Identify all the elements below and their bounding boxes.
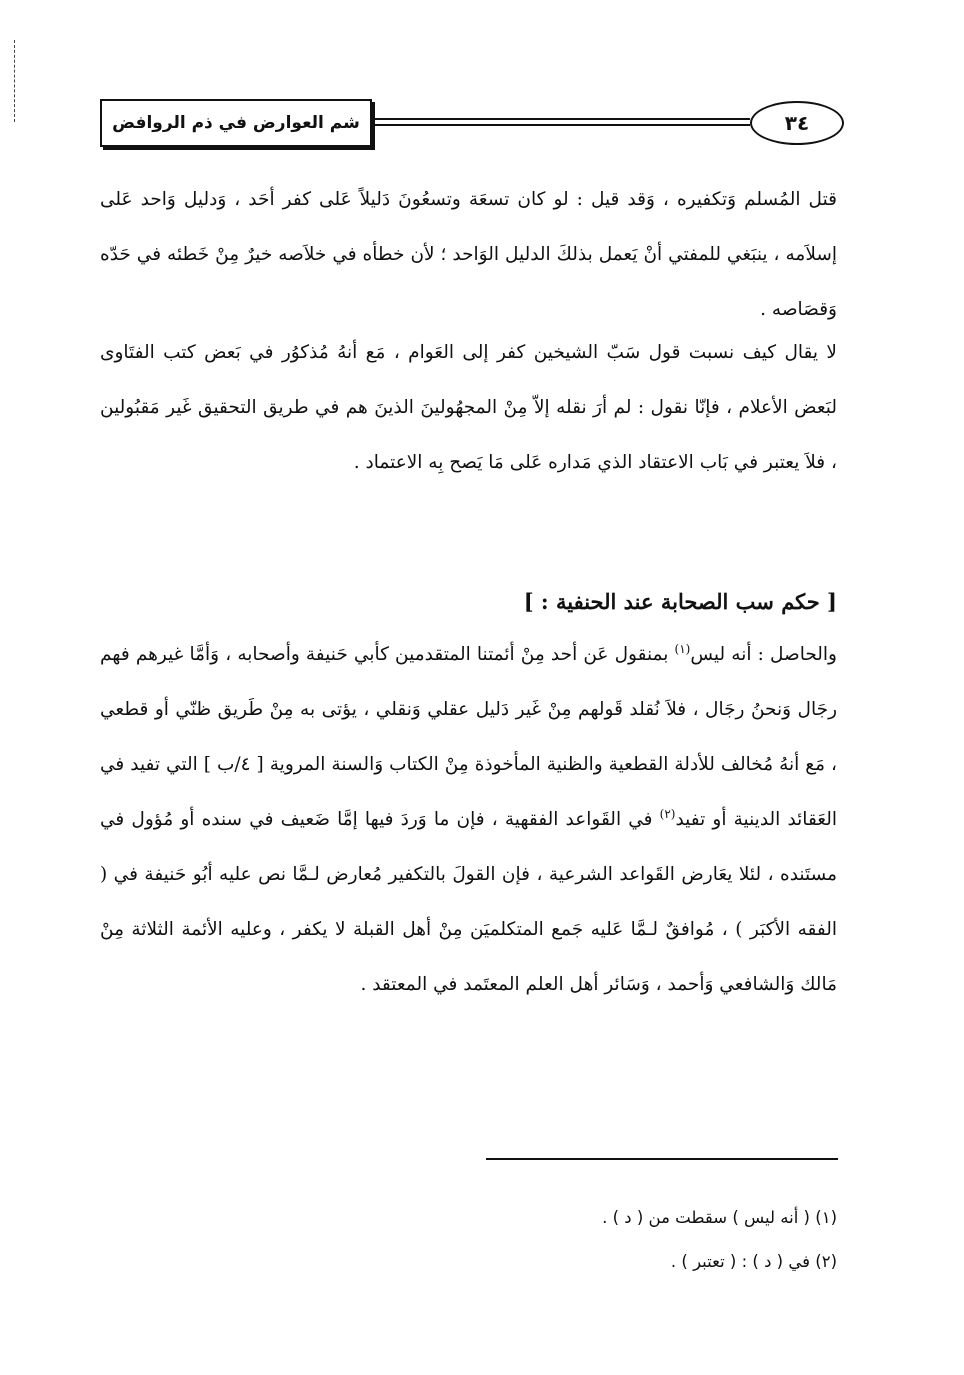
paragraph-3 <box>100 627 837 1012</box>
footnote-separator <box>486 1158 838 1160</box>
footnote-ref-2: (٢) <box>659 806 676 821</box>
paragraph-2 <box>100 325 837 490</box>
running-title: شم العوارض في ذم الروافض <box>112 113 360 133</box>
page-number: ٣٤ <box>784 111 810 135</box>
section-heading: [ حكم سب الصحابة عند الحنفية : ] <box>523 589 837 614</box>
footnote-1: (١) ( أنه ليس ) سقطت من ( د ) . <box>602 1208 837 1227</box>
paragraph-1 <box>100 172 837 337</box>
running-title-box <box>100 99 372 147</box>
paragraph-1-text: قتل المُسلم وَتكفيره ، وَقد قيل : لو كان تسعَة وتسعُونَ دَليلاً عَلى كفر أحَد ، وَدليل وَاحد عَلى إسلاَمه ، ينبَغي للمفتي أنْ يَعمل بذلكَ الدليل الوَاحد ؛ لأن خطأه في خلاَصه خيرٌ مِنْ خَطئه في حَدّه وَقصَاصه . <box>100 189 837 320</box>
footnote-2: (٢) في ( د ) : ( تعتبر ) . <box>670 1252 837 1271</box>
paragraph-3-part-1: والحاصل : أنه ليس <box>690 644 837 665</box>
footnotes <box>400 1196 837 1284</box>
paragraph-3-part-3: في القَواعد الفقهية ، فإن ما وَردَ فيها إمَّا ضَعيف في سنده أو مُؤول في مستَنده ، لئلا يعَارض القَواعد الشرعية ، فإن القولَ بالتكفير مُعارض لـمَّا نص عليه أبُو حَنيفة في ( الفقه الأكبَر ) ، مُوافقٌ لـمَّا عَليه جَمع المتكلميَن مِنْ أهل القبلة لا يكفر ، وعليه الأئمة الثلاثة مِنْ مَالك وَالشافعي وَأحمد ، وَسَائر أهل العلم المعتَمد في المعتقد . <box>100 809 837 995</box>
page-header <box>100 97 850 157</box>
page-number-oval <box>750 101 844 145</box>
paragraph-3-part-2: بمنقول عَن أحد مِنْ أئمتنا المتقدمين كأبي حَنيفة وأصحابه ، وَأمَّا غيرهم فهم رجَال وَنحنُ رجَال ، فلاَ نُقلد قَولهم مِنْ غَير دَليل عقلي وَنقلي ، يؤتى به مِنْ طَريق ظنّي أو قطعي ، مَع أنهُ مُخالف للأدلة القطعية والظنية المأخوذة مِنْ الكتاب وَالسنة المروية [ ٤/ب ] التي تفيد في العَقائد الدينية أو تفيد <box>100 644 838 830</box>
paragraph-2-text: لا يقال كيف نسبت قول سَبّ الشيخين كفر إلى العَوام ، مَع أنهُ مُذكوُر في بَعض كتب الفتَاوى لبَعض الأعلام ، فإنّا نقول : لم أرَ نقله إلاّ مِنْ المجهُولينَ الذينَ هم في طريق التحقيق غَير مَقبُولين ، فلاَ يعتبر في بَاب الاعتقاد الذي مَداره عَلى مَا يَصح بِه الاعتماد . <box>100 342 837 473</box>
footnote-ref-1: (١) <box>674 641 691 656</box>
header-rule <box>374 118 750 126</box>
paragraph-3-text <box>100 627 837 1012</box>
margin-mark <box>14 40 15 122</box>
